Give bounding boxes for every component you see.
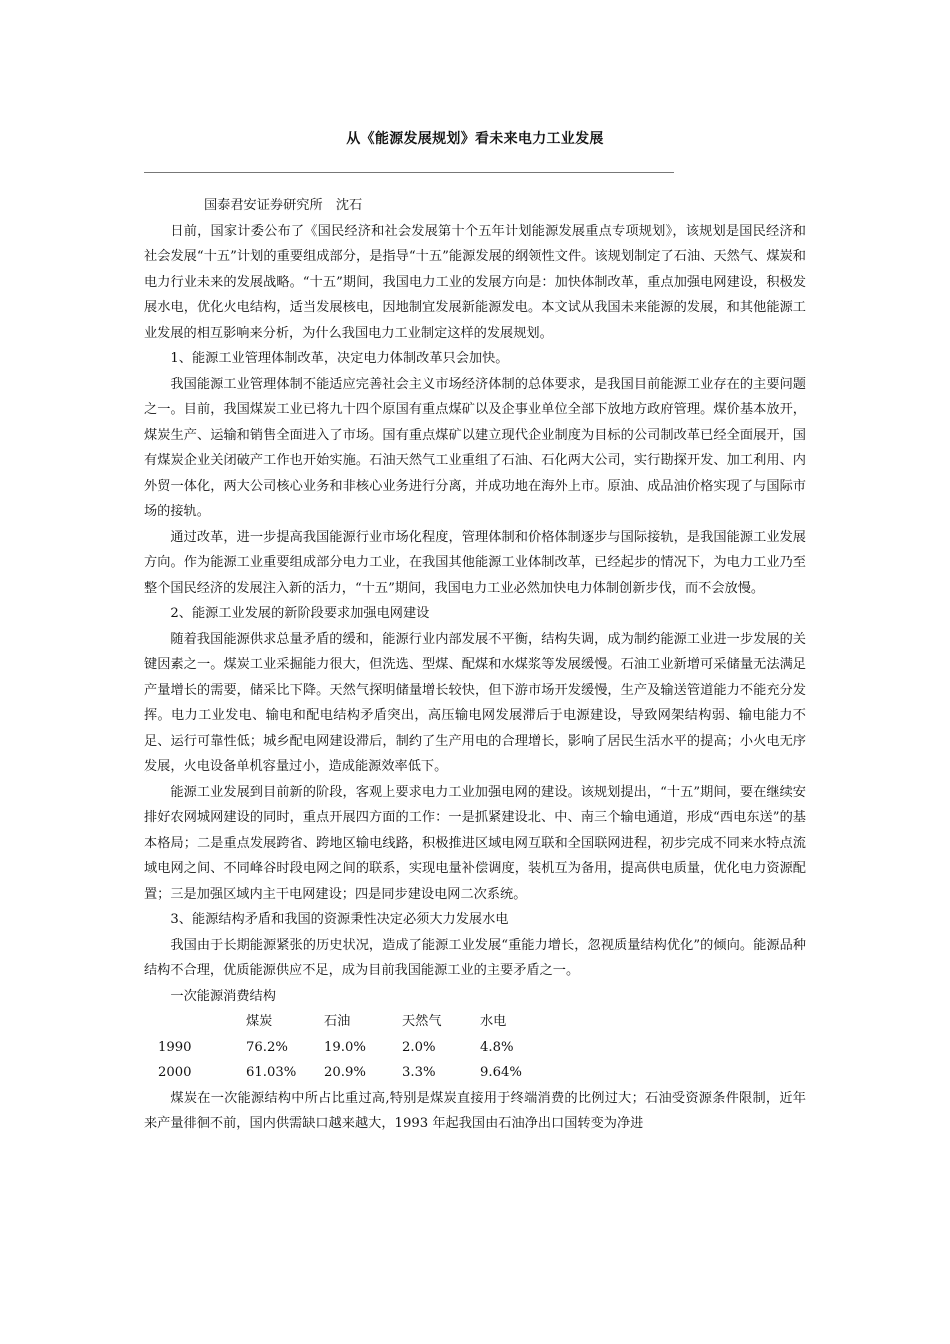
section-heading-2: 2、能源工业发展的新阶段要求加强电网建设: [170, 606, 430, 621]
table-cell: 2.0%: [402, 1039, 436, 1055]
table-header-row: [144, 1009, 570, 1035]
section-heading-1: 1、能源工业管理体制改革，决定电力体制改革只会加快。: [170, 351, 509, 366]
paragraph-structure: 我国由于长期能源紧张的历史状况，造成了能源工业发展“重能力增长，忽视质量结构优化”的倾向。能源品种结构不合理，优质能源供应不足，成为目前我国能源工业的主要矛盾之一。: [144, 937, 806, 978]
document-body: [144, 193, 806, 1137]
table-header-cell: 天然气: [402, 1014, 442, 1029]
table-year-cell: 1990: [158, 1039, 192, 1055]
table-cell: 4.8%: [480, 1039, 514, 1055]
table-cell: 19.0%: [324, 1039, 366, 1055]
table-caption: 一次能源消费结构: [170, 988, 276, 1004]
table-cell: 3.3%: [402, 1065, 436, 1080]
table-cell: 9.64%: [480, 1065, 522, 1080]
section-heading-3: 3、能源结构矛盾和我国的资源秉性决定必须大力发展水电: [170, 912, 509, 927]
table-header-cell: 石油: [324, 1014, 351, 1029]
table-corner-cell: [144, 1009, 246, 1035]
paragraph-reform-direction: 通过改革，进一步提高我国能源行业市场化程度，管理体制和价格体制逐步与国际接轨，是我国能源工业发展方向。作为能源工业重要组成部分电力工业，在我国其他能源工业体制改革，已经起步的情况下，为电力工业乃至整个国民经济的发展注入新的活力，“十五”期间，我国电力工业必然加快电力体制创新步伐，而不会放慢。: [144, 529, 806, 596]
table-header-cell: 水电: [480, 1014, 507, 1029]
table-cell: 76.2%: [246, 1039, 288, 1055]
energy-consumption-table: [144, 1009, 570, 1086]
paragraph-coal-oil: 煤炭在一次能源结构中所占比重过高,特别是煤炭直接用于终端消费的比例过大；石油受资源条件限制，近年来产量徘徊不前，国内供需缺口越来越大，1993 年起我国由石油净出口国转变为净进: [144, 1090, 806, 1131]
table-row: [144, 1035, 570, 1061]
table-year-cell: 2000: [158, 1065, 192, 1080]
document-title: 从《能源发展规划》看未来电力工业发展: [346, 131, 604, 147]
table-cell: 61.03%: [246, 1065, 297, 1080]
paragraph-reform: 我国能源工业管理体制不能适应完善社会主义市场经济体制的总体要求，是我国目前能源工业存在的主要问题之一。目前，我国煤炭工业已将九十四个原国有重点煤矿以及企事业单位全部下放地方政府管理。煤价基本放开，煤炭生产、运输和销售全面进入了市场。国有重点煤矿以建立现代企业制度为目标的公司制改革已经全面展开，国有煤炭企业关闭破产工作也开始实施。石油天然气工业重组了石油、石化两大公司，实行勘探开发、加工利用、内外贸一体化，两大公司核心业务和非核心业务进行分离，并成功地在海外上市。原油、成品油价格实现了与国际市场的接轨。: [144, 376, 806, 519]
table-cell: 20.9%: [324, 1065, 366, 1080]
paragraph-intro: 日前，国家计委公布了《国民经济和社会发展第十个五年计划能源发展重点专项规划》，该规划是国民经济和社会发展“十五”计划的重要组成部分，是指导“十五”能源发展的纲领性文件。该规划制定了石油、天然气、煤炭和电力行业未来的发展战略。“十五”期间，我国电力工业的发展方向是：加快体制改革，重点加强电网建设，积极发展水电，优化火电结构，适当发展核电，因地制宜发展新能源发电。本文试从我国未来能源的发展，和其他能源工业发展的相互影响来分析，为什么我国电力工业制定这样的发展规划。: [144, 223, 806, 341]
author-line: 国泰君安证券研究所 沈石: [204, 198, 363, 213]
table-row: [144, 1060, 570, 1086]
title-divider: [144, 172, 674, 173]
paragraph-imbalance: 随着我国能源供求总量矛盾的缓和，能源行业内部发展不平衡，结构失调，成为制约能源工业进一步发展的关键因素之一。煤炭工业采掘能力很大，但洗选、型煤、配煤和水煤浆等发展缓慢。石油工业新增可采储量无法满足产量增长的需要，储采比下降。天然气探明储量增长较快，但下游市场开发缓慢，生产及输送管道能力不能充分发挥。电力工业发电、输电和配电结构矛盾突出，高压输电网发展滞后于电源建设，导致网架结构弱、输电能力不足、运行可靠性低；城乡配电网建设滞后，制约了生产用电的合理增长，影响了居民生活水平的提高；小火电无序发展，火电设备单机容量过小，造成能源效率低下。: [144, 631, 806, 774]
paragraph-grid-plan: 能源工业发展到目前新的阶段，客观上要求电力工业加强电网的建设。该规划提出，“十五”期间，要在继续安排好农网城网建设的同时，重点开展四方面的工作：一是抓紧建设北、中、南三个输电通道，形成“西电东送”的基本格局；二是重点发展跨省、跨地区输电线路，积极推进区域电网互联和全国联网进程，初步完成不同来水特点流域电网之间、不同峰谷时段电网之间的联系，实现电量补偿调度，装机互为备用，提高供电质量，优化电力资源配置；三是加强区域内主干电网建设；四是同步建设电网二次系统。: [144, 784, 806, 902]
table-header-cell: 煤炭: [246, 1014, 273, 1029]
